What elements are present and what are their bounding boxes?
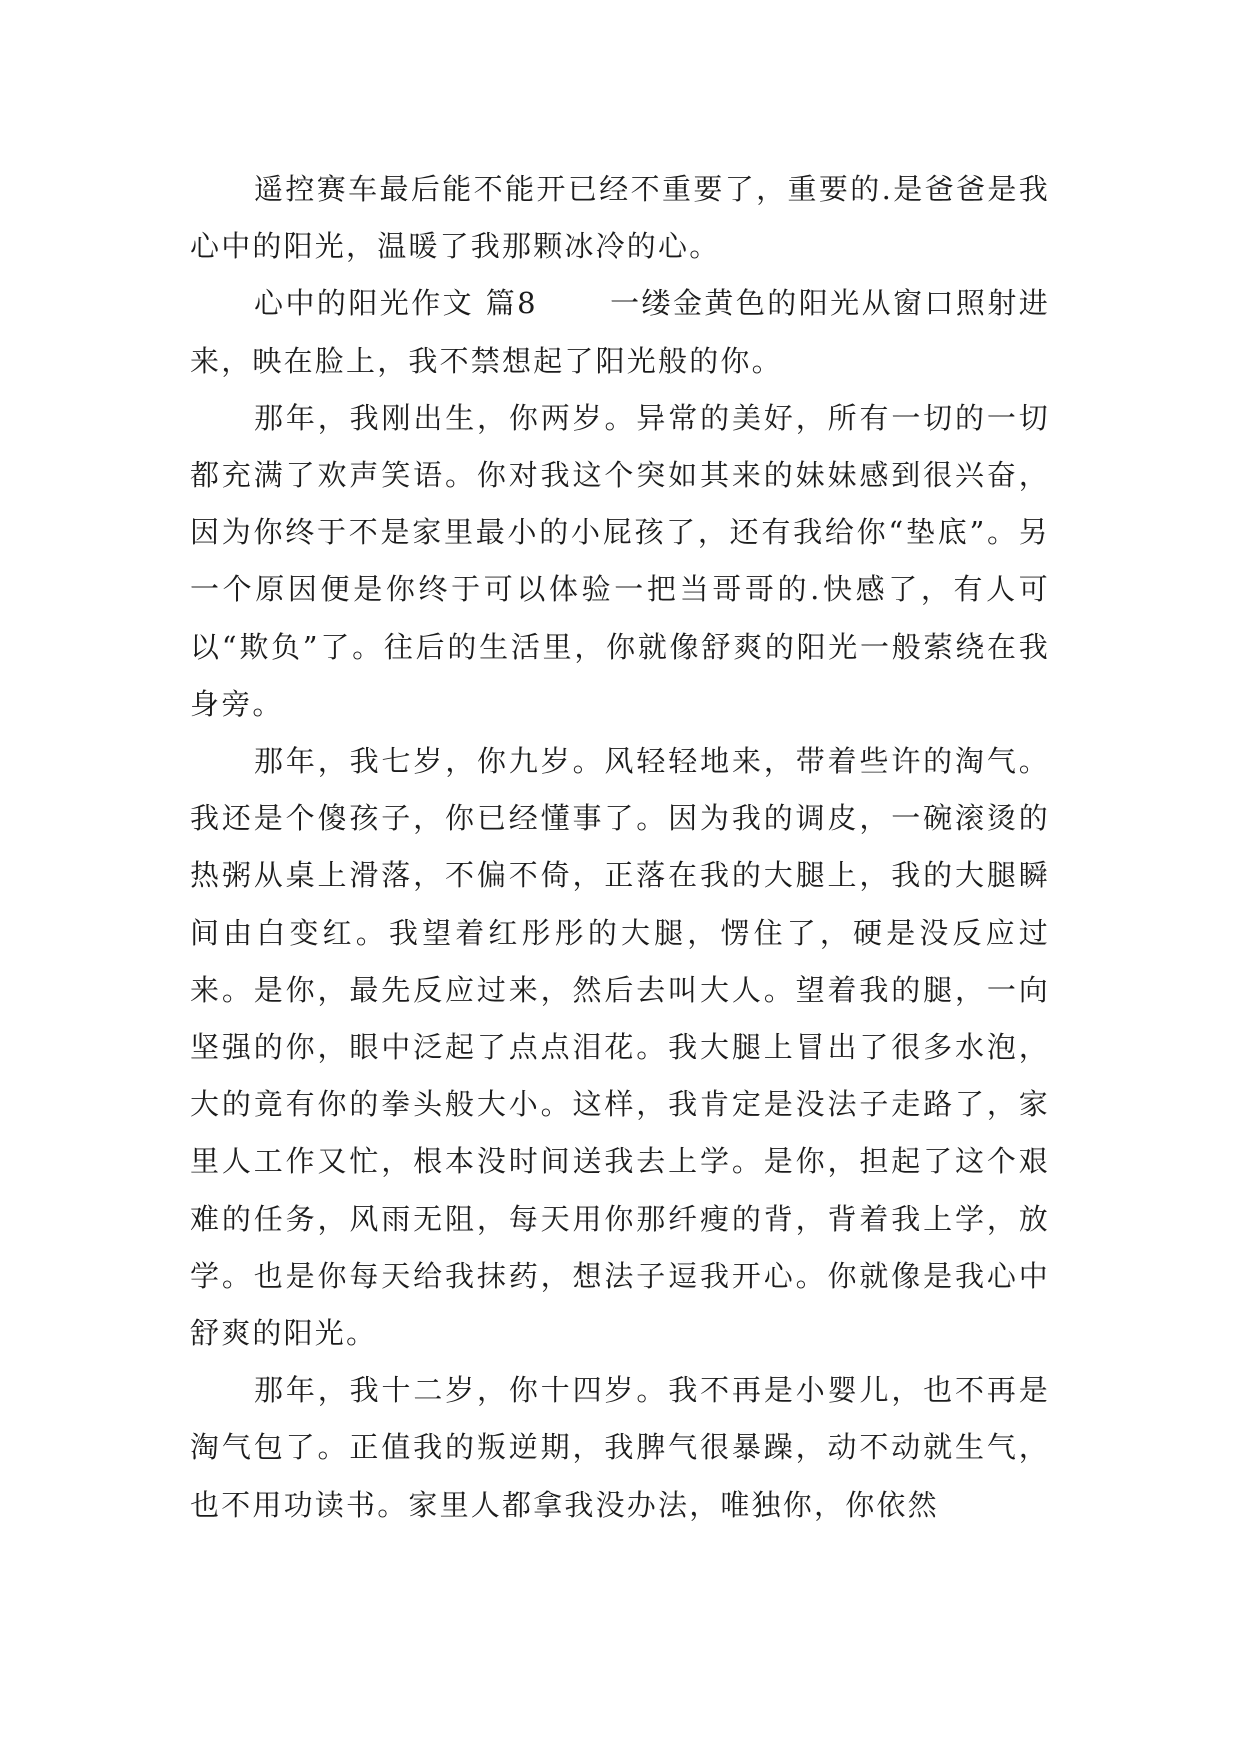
paragraph-4: 那年，我七岁，你九岁。风轻轻地来，带着些许的淘气。我还是个傻孩子，你已经懂事了。因为我的调皮，一碗滚烫的热粥从桌上滑落，不偏不倚，正落在我的大腿上，我的大腿瞬间由白变红。我望着红彤彤的大腿，愣住了，硬是没反应过来。是你，最先反应过来，然后去叫大人。望着我的腿，一向坚强的你，眼中泛起了点点泪花。我大腿上冒出了很多水泡，大的竟有你的拳头般大小。这样，我肯定是没法子走路了，家里人工作又忙，根本没时间送我去上学。是你，担起了这个艰难的任务，风雨无阻，每天用你那纤瘦的背，背着我上学，放学。也是你每天给我抹药，想法子逗我开心。你就像是我心中舒爽的阳光。 (190, 744, 1050, 1351)
article-body (190, 161, 1050, 1534)
section-heading: 心中的阳光作文 篇8 (254, 286, 538, 321)
paragraph-2-with-heading (190, 275, 1050, 389)
paragraph-3: 那年，我刚出生，你两岁。异常的美好，所有一切的一切都充满了欢声笑语。你对我这个突如其来的妹妹感到很兴奋，因为你终于不是家里最小的小屁孩了，还有我给你“垫底”。另一个原因便是你终于可以体验一把当哥哥的.快感了，有人可以“欺负”了。往后的生活里，你就像舒爽的阳光一般萦绕在我身旁。 (190, 400, 1050, 721)
paragraph-1: 遥控赛车最后能不能开已经不重要了，重要的.是爸爸是我心中的阳光，温暖了我那颗冰冷的心。 (190, 172, 1050, 264)
paragraph-2: 一缕金黄色的阳光从窗口照射进来，映在脸上，我不禁想起了阳光般的你。 (190, 286, 1050, 378)
paragraph-5: 那年，我十二岁，你十四岁。我不再是小婴儿，也不再是淘气包了。正值我的叛逆期，我脾气很暴躁，动不动就生气，也不用功读书。家里人都拿我没办法，唯独你，你依然 (190, 1373, 1050, 1522)
